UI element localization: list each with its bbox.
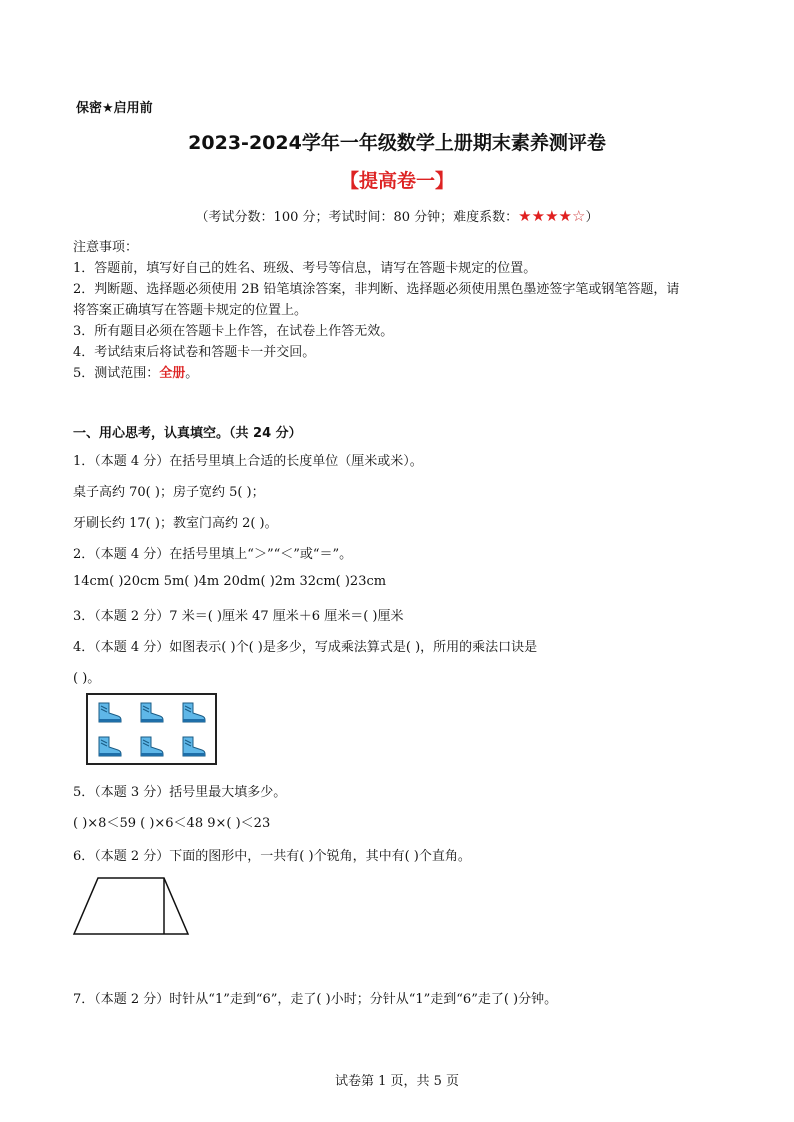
q5-stem: 5．（本题 3 分）括号里最大填多少。	[73, 785, 287, 800]
filled-star-icon: ★	[545, 207, 559, 225]
note-4: 4．考试结束后将试卷和答题卡一并交回。	[73, 345, 316, 360]
note-1: 1．答题前，填写好自己的姓名、班级、考号等信息，请写在答题卡规定的位置。	[73, 261, 537, 276]
q2-line-1: 14cm( )20cm 5m( )4m 20dm( )2m 32cm( )23cm	[73, 574, 387, 589]
exam-title: 2023-2024学年一年级数学上册期末素养测评卷	[188, 132, 606, 154]
q4-line-2: ( )。	[73, 671, 101, 686]
filled-star-icon: ★	[518, 207, 532, 225]
boots-figure	[86, 693, 217, 765]
exam-info	[0, 206, 794, 225]
q7-stem: 7．（本题 2 分）时针从“1”走到“6”，走了( )小时；分针从“1”走到“6”走了( )分钟。	[73, 992, 558, 1007]
q6-stem: 6．（本题 2 分）下面的图形中，一共有( )个锐角，其中有( )个直角。	[73, 849, 471, 864]
trapezoid-figure	[72, 876, 192, 938]
boots-svg	[88, 695, 215, 763]
q1-stem: 1．（本题 4 分）在括号里填上合适的长度单位（厘米或米）。	[73, 454, 423, 469]
q1-line-1: 桌子高约 70( )；房子宽约 5( )；	[73, 485, 265, 500]
empty-star-icon: ☆	[571, 207, 586, 225]
q2-stem: 2．（本题 4 分）在括号里填上“＞”“＜”或“＝”。	[73, 547, 353, 562]
page-footer: 试卷第 1 页，共 5 页	[334, 1074, 460, 1089]
boot-icon	[141, 737, 163, 756]
exam-subtitle	[0, 166, 794, 193]
boot-icon	[99, 737, 121, 756]
note-2a: 2．判断题、选择题必须使用 2B 铅笔填涂答案，非判断、选择题必须使用黑色墨迹签字笔或钢笔答题，请	[73, 282, 680, 297]
trapezoid-shape	[74, 878, 188, 934]
filled-star-icon: ★	[558, 207, 572, 225]
filled-star-icon: ★	[531, 207, 546, 225]
subtitle-text: 【提高卷一】	[339, 170, 454, 192]
boot-icon	[183, 703, 205, 722]
boot-icon	[99, 703, 121, 722]
note-2b: 将答案正确填写在答题卡规定的位置上。	[73, 303, 308, 318]
note-5-suffix: 。	[185, 366, 199, 381]
boot-icon	[183, 737, 205, 756]
q4-stem: 4．（本题 4 分）如图表示( )个( )是多少，写成乘法算式是( )，所用的乘法口诀是	[73, 640, 538, 655]
notes-heading: 注意事项：	[73, 240, 139, 255]
q5-line-1: ( )×8＜59 ( )×6＜48 9×( )＜23	[73, 816, 271, 831]
note-3: 3．所有题目必须在答题卡上作答，在试卷上作答无效。	[73, 324, 394, 339]
info-suffix: ）	[585, 210, 599, 225]
q3-stem: 3．（本题 2 分）7 米＝( )厘米 47 厘米＋6 厘米＝( )厘米	[73, 609, 404, 624]
q1-line-2: 牙刷长约 17( )；教室门高约 2( )。	[73, 516, 278, 531]
note-5-scope: 全册	[159, 366, 186, 381]
note-5	[73, 362, 198, 381]
boot-icon	[141, 703, 163, 722]
difficulty-stars	[518, 207, 586, 225]
section-1-title: 一、用心思考，认真填空。（共 24 分）	[73, 426, 302, 441]
confidential-label: 保密★启用前	[76, 101, 153, 116]
note-5-prefix: 5．测试范围：	[73, 366, 160, 381]
info-prefix: （考试分数：100 分；考试时间：80 分钟；难度系数：	[195, 210, 519, 225]
